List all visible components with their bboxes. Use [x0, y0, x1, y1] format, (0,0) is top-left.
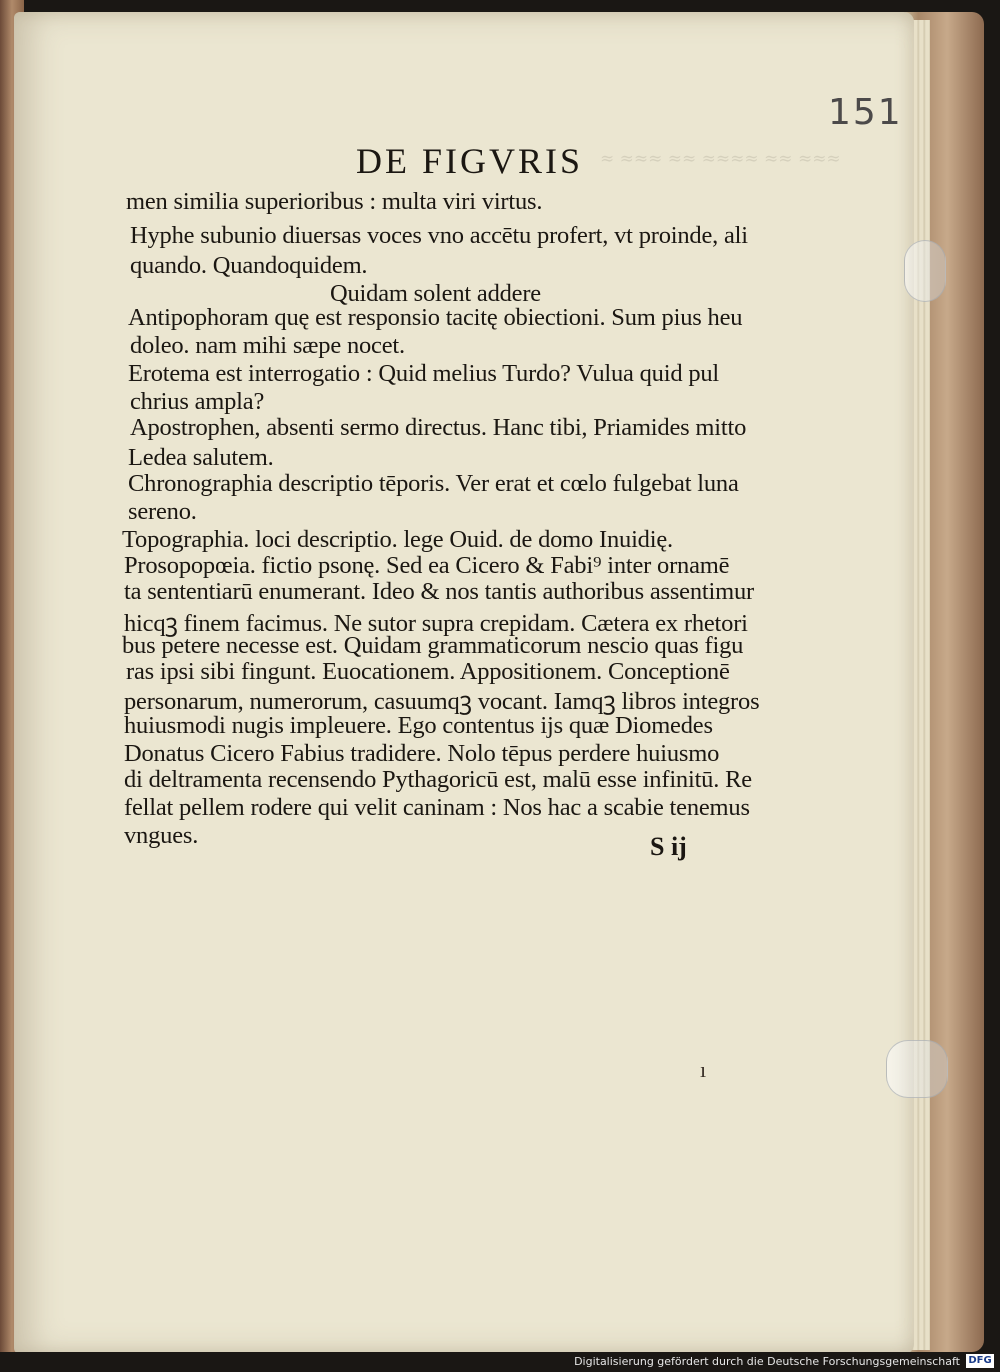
- footer-credit: Digitalisierung gefördert durch die Deutsche Forschungsgemeinschaft: [574, 1355, 960, 1368]
- ink-mark: ı: [700, 1057, 707, 1082]
- text-line: Antipophoram quę est responsio tacitę obiectioni. Sum pius heu: [128, 304, 743, 331]
- text-line: hicqꝫ finem facimus. Ne sutor supra crepidam. Cætera ex rhetori: [124, 610, 748, 637]
- text-line: vngues.: [124, 822, 199, 849]
- text-line: doleo. nam mihi sæpe nocet.: [130, 332, 405, 359]
- text-line: Ledea salutem.: [128, 444, 274, 471]
- running-head: DE FIGVRIS: [356, 141, 584, 181]
- text-line: Chronographia descriptio tēporis. Ver erat et cœlo fulgebat luna: [128, 470, 739, 497]
- text-line: sereno.: [128, 498, 197, 525]
- text-line: ras ipsi sibi fingunt. Euocationem. Appositionem. Conceptionē: [126, 658, 730, 685]
- page-clip-top: [904, 240, 946, 302]
- text-line: quando. Quandoquidem.: [130, 252, 368, 279]
- text-line: men similia superioribus : multa viri virtus.: [126, 188, 543, 215]
- text-line: Topographia. loci descriptio. lege Ouid. de domo Inuidię.: [122, 526, 673, 553]
- text-line: di deltramenta recensendo Pythagoricū est, malū esse infinitū. Re: [124, 766, 752, 793]
- show-through-text: ≈ ≈≈≈ ≈≈ ≈≈≈≈ ≈≈ ≈≈≈: [600, 149, 841, 169]
- text-line: ta sententiarū enumerant. Ideo & nos tantis authoribus assentimur: [124, 578, 754, 605]
- text-line: Donatus Cicero Fabius tradidere. Nolo tēpus perdere huiusmo: [124, 740, 720, 767]
- text-line: Quidam solent addere: [330, 280, 541, 307]
- text-line: Hyphe subunio diuersas voces vno accētu profert, vt proinde, ali: [130, 222, 748, 249]
- signature-mark: S ij: [650, 832, 687, 861]
- text-line: fellat pellem rodere qui velit caninam : Nos hac a scabie tenemus: [124, 794, 750, 821]
- text-line: Apostrophen, absenti sermo directus. Hanc tibi, Priamides mitto: [130, 414, 747, 441]
- text-line: personarum, numerorum, casuumqꝫ vocant. Iamqꝫ libros integros: [124, 688, 760, 715]
- text-line: chrius ampla?: [130, 388, 265, 415]
- page-clip-bottom: [886, 1040, 948, 1098]
- text-line: Prosopopœia. fictio psonę. Sed ea Cicero & Fabi⁹ inter ornamē: [124, 552, 730, 579]
- text-line: huiusmodi nugis impleuere. Ego contentus ijs quæ Diomedes: [124, 712, 713, 739]
- dfg-logo: DFG: [966, 1354, 994, 1368]
- text-line: bus petere necesse est. Quidam grammaticorum nescio quas figu: [122, 632, 744, 659]
- text-line: Erotema est interrogatio : Quid melius Turdo? Vulua quid pul: [128, 360, 720, 387]
- folio-number: 151: [828, 92, 903, 133]
